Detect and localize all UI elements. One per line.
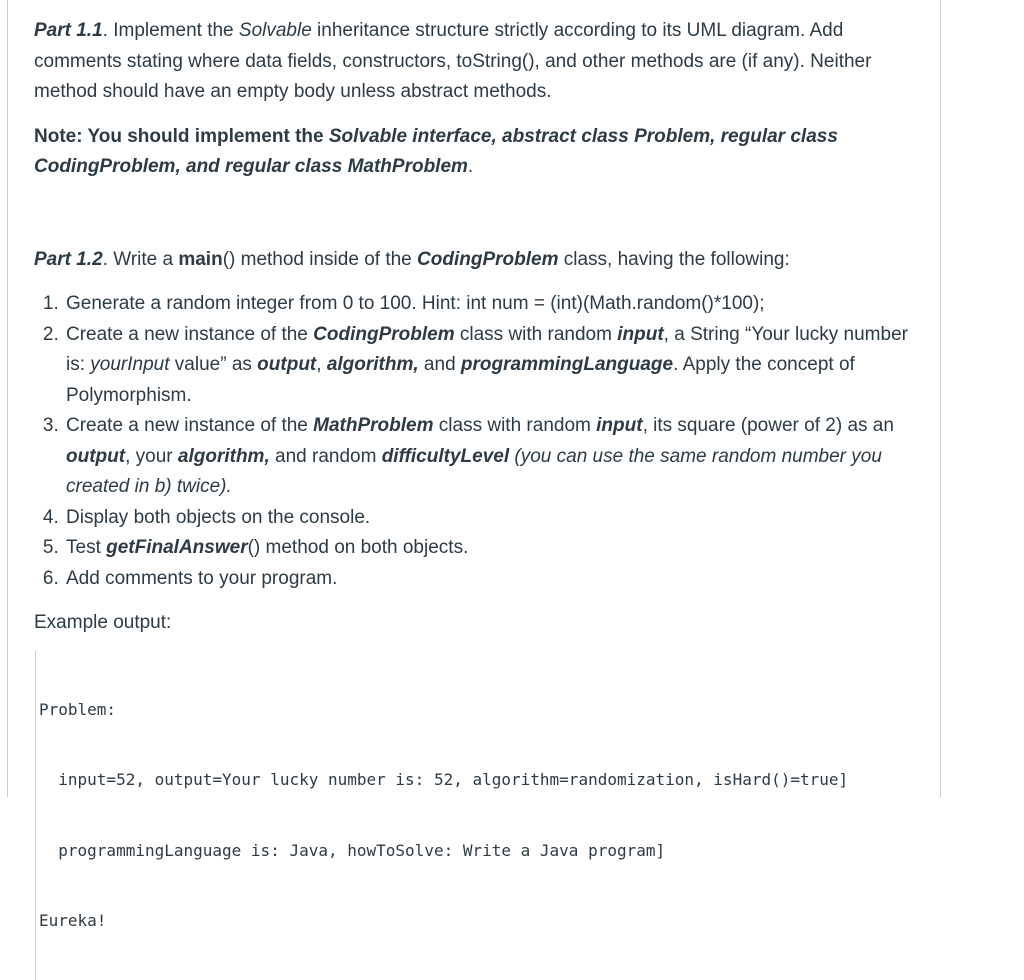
text: class with random <box>433 415 597 436</box>
list-item <box>64 320 914 412</box>
text: Create a new instance of the <box>66 415 314 436</box>
text: value” as <box>169 354 258 375</box>
list-item <box>64 564 914 595</box>
list-item <box>64 289 914 320</box>
term: output <box>66 445 126 467</box>
term: output <box>257 354 317 375</box>
term: MathProblem <box>313 415 434 436</box>
term: programmingLanguage <box>460 354 674 375</box>
text: , your <box>125 445 178 467</box>
term: difficultyLevel <box>381 445 510 467</box>
term: CodingProblem <box>313 323 455 345</box>
assignment-content <box>34 16 914 980</box>
term: algorithm, <box>326 354 419 375</box>
term: input <box>617 323 664 345</box>
note-paragraph <box>34 122 914 183</box>
text: () method inside of the <box>222 248 418 270</box>
text: Display both objects on the console. <box>66 506 371 528</box>
note-classes: Solvable interface, abstract class Problem, regular class CodingProblem, and regular class MathProblem <box>34 125 838 177</box>
text: Add comments to your program. <box>66 567 338 589</box>
term: algorithm, <box>177 445 270 467</box>
text: class with random <box>454 323 618 345</box>
text: , its square (power of 2) as an <box>642 415 894 436</box>
task-list <box>34 289 914 594</box>
part-1-1-label: Part 1.1 <box>34 20 103 41</box>
code-line: Eureka! <box>39 911 107 930</box>
text: , a String “Your lucky number is: <box>66 323 908 375</box>
code-line: Problem: <box>39 699 117 719</box>
text: inheritance structure strictly according to its UML diagram. Add comments stating where data fields, constructors, toString(), and other methods are (if any). Neither method should have an empty body unless abstract methods. <box>34 20 872 102</box>
text: . Implement the <box>102 20 239 41</box>
text: , <box>316 354 327 375</box>
text: Generate a random integer from 0 to 100. Hint: int num = (int)(Math.random()*100); <box>66 293 765 314</box>
code-line: input=52, output=Your lucky number is: 52, algorithm=randomization, isHard()=true] <box>39 770 849 789</box>
text: Test <box>66 537 107 558</box>
example-output-code <box>35 651 914 980</box>
part-1-2-label: Part 1.2 <box>34 248 103 270</box>
text: . Apply the concept of Polymorphism. <box>66 354 855 406</box>
list-item <box>64 533 914 564</box>
text: class, having the following: <box>558 248 790 270</box>
list-item <box>64 411 914 503</box>
part-1-1-paragraph <box>34 16 914 108</box>
solvable-term: Solvable <box>238 20 312 41</box>
text: Create a new instance of the <box>66 323 314 345</box>
text: and random <box>269 445 382 467</box>
example-label: Example output: <box>34 612 172 633</box>
list-item <box>64 503 914 534</box>
term: input <box>596 415 643 436</box>
content-frame <box>7 0 941 930</box>
text: . <box>467 156 474 177</box>
text: () method on both objects. <box>247 537 469 558</box>
part-1-2-paragraph <box>34 245 914 276</box>
main-term: main <box>178 248 223 270</box>
term: getFinalAnswer <box>106 537 248 558</box>
text: and <box>418 354 461 375</box>
text: (you can use the same random number you created in b) twice). <box>66 445 882 497</box>
note-text: Note: You should implement the <box>34 125 329 147</box>
codingproblem-term: CodingProblem <box>417 248 559 270</box>
text: . Write a <box>102 248 179 270</box>
code-line: programmingLanguage is: Java, howToSolve: Write a Java program] <box>39 840 666 860</box>
term: yourInput <box>90 354 170 375</box>
